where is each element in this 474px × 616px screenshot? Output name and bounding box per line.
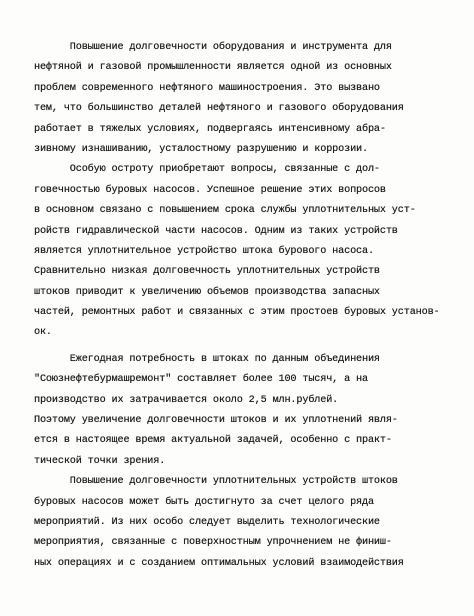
text-line: мероприятий. Из них особо следует выделить технологические bbox=[34, 516, 380, 528]
paragraph-1 bbox=[34, 38, 438, 160]
text-line: говечностью буровых насосов. Успешное решение этих вопросов bbox=[34, 184, 386, 196]
text-line: тической точки зрения. bbox=[34, 455, 166, 467]
text-line: производство их затрачивается около 2,5 млн.рублей. bbox=[34, 394, 339, 406]
paragraph-3 bbox=[34, 350, 438, 472]
text-line: "Союзнефтебурмашремонт" составляет более 100 тысяч, а на bbox=[34, 374, 368, 386]
text-line: нефтяной и газовой промышленности является одной из основных bbox=[34, 62, 392, 74]
text-line: ок. bbox=[34, 327, 52, 339]
text-line: Повышение долговечности оборудования и инструмента для bbox=[34, 42, 392, 53]
text-line: является уплотнительное устройство штока бурового насоса. bbox=[34, 245, 374, 257]
text-line: работает в тяжелых условиях, подвергаясь интенсивному абра- bbox=[34, 123, 386, 135]
text-line: Поэтому увеличение долговечности штоков и их уплотнений явля- bbox=[34, 415, 398, 427]
text-line: в основном связано с повышением срока службы уплотнительных уст- bbox=[34, 205, 416, 217]
paragraph-4 bbox=[34, 472, 438, 574]
text-line: ройств гидравлической части насосов. Одним из таких устройств bbox=[34, 225, 398, 237]
text-line: проблем современного нефтяного машиностроения. Это вызвано bbox=[34, 82, 380, 94]
text-line: ных операциях и с созданием оптимальных условий взаимодействия bbox=[34, 557, 404, 569]
text-line: Повышение долговечности уплотнительных устройств штоков bbox=[34, 476, 398, 488]
text-line: Особую остроту приобретают вопросы, связанные с дол- bbox=[34, 164, 380, 176]
paragraph-2 bbox=[34, 160, 438, 344]
text-line: зивному изнашиванию, усталостному разрушению и коррозии. bbox=[34, 143, 368, 155]
text-line: мероприятия, связанные с поверхностным упрочнением не финиш- bbox=[34, 537, 392, 549]
text-line: буровых насосов может быть достигнуто за счет целого ряда bbox=[34, 496, 374, 508]
text-line: штоков приводит к увеличению объемов производства запасных bbox=[34, 286, 380, 298]
text-line: Ежегодная потребность в штоках по данным объединения bbox=[34, 353, 380, 365]
text-line: ется в настоящее время актуальной задачей, особенно с практ- bbox=[34, 435, 392, 447]
text-line: Сравнительно низкая долговечность уплотнительных устройств bbox=[34, 266, 380, 278]
text-line: тем, что большинство деталей нефтяного и газового оборудования bbox=[34, 103, 404, 115]
text-line: частей, ремонтных работ и связанных с этим простоев буровых установ- bbox=[34, 307, 440, 319]
